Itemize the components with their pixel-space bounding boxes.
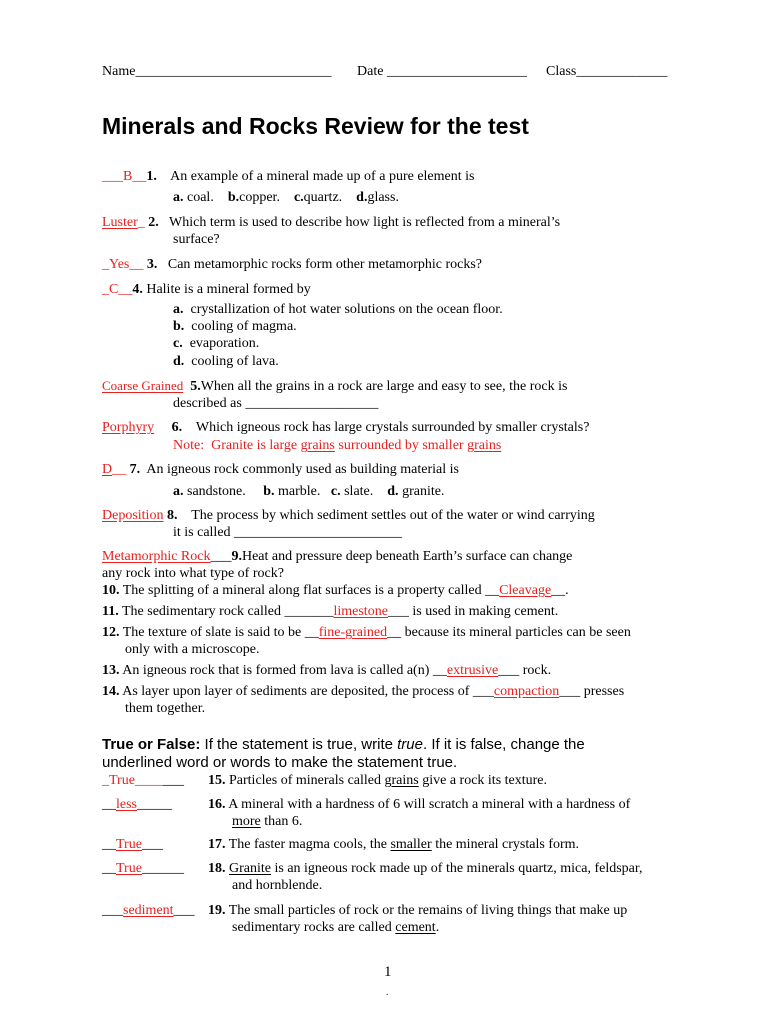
- q8-answer[interactable]: Deposition: [102, 508, 164, 523]
- q9-text-cont: any rock into what type of rock?: [102, 566, 284, 581]
- date-field[interactable]: ____________________: [386, 64, 527, 79]
- question-15-answer[interactable]: _True_______: [102, 773, 184, 788]
- question-18-answer[interactable]: __True______: [102, 861, 184, 876]
- footer-dot: .: [386, 987, 389, 997]
- choice-text: coal.: [187, 190, 214, 205]
- q6-note: Note: Granite is large grains surrounded by smaller grains: [173, 438, 502, 453]
- question-18: 18. Granite is an igneous rock made up of the minerals quartz, mica, feldspar,: [208, 861, 643, 876]
- class-row: [546, 63, 667, 80]
- question-10: 10. The splitting of a mineral along flat surfaces is a property called __Cleavage__.: [102, 583, 569, 598]
- q1-number: 1.: [146, 169, 157, 184]
- q5-text: When all the grains in a rock are large and easy to see, the rock is: [200, 379, 568, 394]
- page-number: 1: [384, 964, 392, 980]
- question-17: 17. The faster magma cools, the smaller the mineral crystals form.: [208, 837, 580, 852]
- date-label: Date: [357, 64, 384, 79]
- q5-text-cont: described as ___________________: [173, 396, 379, 411]
- question-17-answer[interactable]: __True___: [102, 837, 163, 852]
- q7-choices: a. sandstone. b. marble. c. slate. d. granite.: [173, 484, 445, 499]
- q2-text-cont: surface?: [173, 232, 220, 247]
- q4-answer-blank[interactable]: _C__: [102, 282, 133, 297]
- q10-text: The splitting of a mineral along flat surfaces is a property called: [122, 583, 482, 598]
- true-false-instructions: True or False: If the statement is true, write true. If it is false, change the: [102, 736, 585, 753]
- date-row: [357, 63, 527, 80]
- class-label: Class: [546, 64, 577, 79]
- question-14: 14. As layer upon layer of sediments are deposited, the process of ___compaction___ presses: [102, 684, 625, 699]
- question-16: 16. A mineral with a hardness of 6 will scratch a mineral with a hardness of: [208, 797, 631, 812]
- q4-choice: d. cooling of lava.: [173, 354, 279, 369]
- question-5: Coarse Grained 5.When all the grains in a rock are large and easy to see, the rock is: [102, 378, 568, 394]
- q15-answer: True: [109, 773, 135, 788]
- q4-choice: c. evaporation.: [173, 336, 260, 351]
- question-9: Metamorphic Rock___9.Heat and pressure deep beneath Earth’s surface can change: [102, 549, 573, 564]
- q4-text: Halite is a mineral formed by: [146, 282, 311, 297]
- q10-answer[interactable]: Cleavage: [499, 583, 552, 598]
- q5-answer[interactable]: Coarse Grained: [102, 378, 184, 393]
- q8-text-cont: it is called ________________________: [173, 525, 403, 540]
- q14-answer[interactable]: compaction: [493, 684, 560, 699]
- choice-text: quartz.: [303, 190, 343, 205]
- question-19: 19. The small particles of rock or the remains of living things that make up: [208, 903, 628, 918]
- question-19-answer[interactable]: ___sediment___: [102, 903, 195, 918]
- q19-answer: sediment: [123, 903, 174, 918]
- true-false-instructions-cont: underlined word or words to make the statement true.: [102, 754, 458, 771]
- true-false-heading: True or False:: [102, 736, 201, 753]
- q12-answer[interactable]: fine-grained: [318, 625, 388, 640]
- q4-answer: C: [109, 282, 119, 297]
- q5-blank[interactable]: ___________________: [245, 396, 379, 411]
- q6-answer[interactable]: Porphyry: [102, 420, 155, 435]
- q3-text: Can metamorphic rocks form other metamorphic rocks?: [167, 257, 482, 272]
- question-11: 11. The sedimentary rock called _______limestone___ is used in making cement.: [102, 604, 559, 619]
- q19-text-cont: sedimentary rocks are called cement.: [232, 920, 440, 935]
- q12-text-cont: only with a microscope.: [125, 642, 260, 657]
- q18-text-cont: and hornblende.: [232, 878, 323, 893]
- q13-answer[interactable]: extrusive: [446, 663, 499, 678]
- q7-text: An igneous rock commonly used as building material is: [146, 462, 459, 477]
- q2-text: Which term is used to describe how light is reflected from a mineral’s: [169, 215, 561, 230]
- choice-text: copper.: [239, 190, 280, 205]
- name-field[interactable]: ____________________________: [135, 64, 332, 79]
- header-row: [102, 63, 331, 80]
- q6-text: Which igneous rock has large crystals surrounded by smaller crystals?: [195, 420, 590, 435]
- q7-answer[interactable]: D: [102, 462, 113, 477]
- q2-answer[interactable]: Luster: [102, 215, 138, 230]
- question-13: 13. An igneous rock that is formed from lava is called a(n) __extrusive___ rock.: [102, 663, 552, 678]
- q4-choice: a. crystallization of hot water solutions on the ocean floor.: [173, 302, 503, 317]
- question-2: Luster_ 2. Which term is used to describe how light is reflected from a mineral’s: [102, 215, 561, 230]
- q16-text-cont: more than 6.: [232, 814, 303, 829]
- q11-answer[interactable]: limestone: [333, 604, 388, 619]
- question-16-answer[interactable]: __less_____: [102, 797, 172, 812]
- q1-answer-blank[interactable]: ___B__: [102, 169, 147, 184]
- q1-choices: a. coal. b.copper. c.quartz. d.glass.: [173, 190, 399, 205]
- question-4: _C__4. Halite is a mineral formed by: [102, 282, 311, 297]
- q4-choice: b. cooling of magma.: [173, 319, 297, 334]
- q3-answer[interactable]: _Yes__: [102, 257, 144, 272]
- question-1: [102, 168, 474, 185]
- q1-answer: B: [123, 169, 133, 184]
- q1-text: An example of a mineral made up of a pure element is: [170, 169, 475, 184]
- page-title: Minerals and Rocks Review for the test: [102, 113, 529, 139]
- q9-answer[interactable]: Metamorphic Rock: [102, 549, 211, 564]
- question-6: Porphyry 6. Which igneous rock has large crystals surrounded by smaller crystals?: [102, 420, 590, 435]
- choice-text: glass.: [367, 190, 399, 205]
- question-12: 12. The texture of slate is said to be __fine-grained__ because its mineral particles can be seen: [102, 625, 631, 640]
- q18-answer: True: [116, 861, 142, 876]
- q14-text-cont: them together.: [125, 701, 206, 716]
- class-field[interactable]: _____________: [576, 64, 668, 79]
- question-15: 15. Particles of minerals called grains give a rock its texture.: [208, 773, 548, 788]
- question-3: _Yes__ 3. Can metamorphic rocks form other metamorphic rocks?: [102, 257, 482, 272]
- q16-answer: less: [116, 797, 137, 812]
- q17-answer: True: [116, 837, 142, 852]
- q8-blank[interactable]: ________________________: [234, 525, 403, 540]
- question-8: Deposition 8. The process by which sediment settles out of the water or wind carrying: [102, 508, 595, 523]
- q8-text: The process by which sediment settles out of the water or wind carrying: [191, 508, 595, 523]
- name-label: Name: [102, 64, 136, 79]
- question-7: D__ 7. An igneous rock commonly used as building material is: [102, 462, 459, 477]
- q9-text: Heat and pressure deep beneath Earth’s surface can change: [241, 549, 573, 564]
